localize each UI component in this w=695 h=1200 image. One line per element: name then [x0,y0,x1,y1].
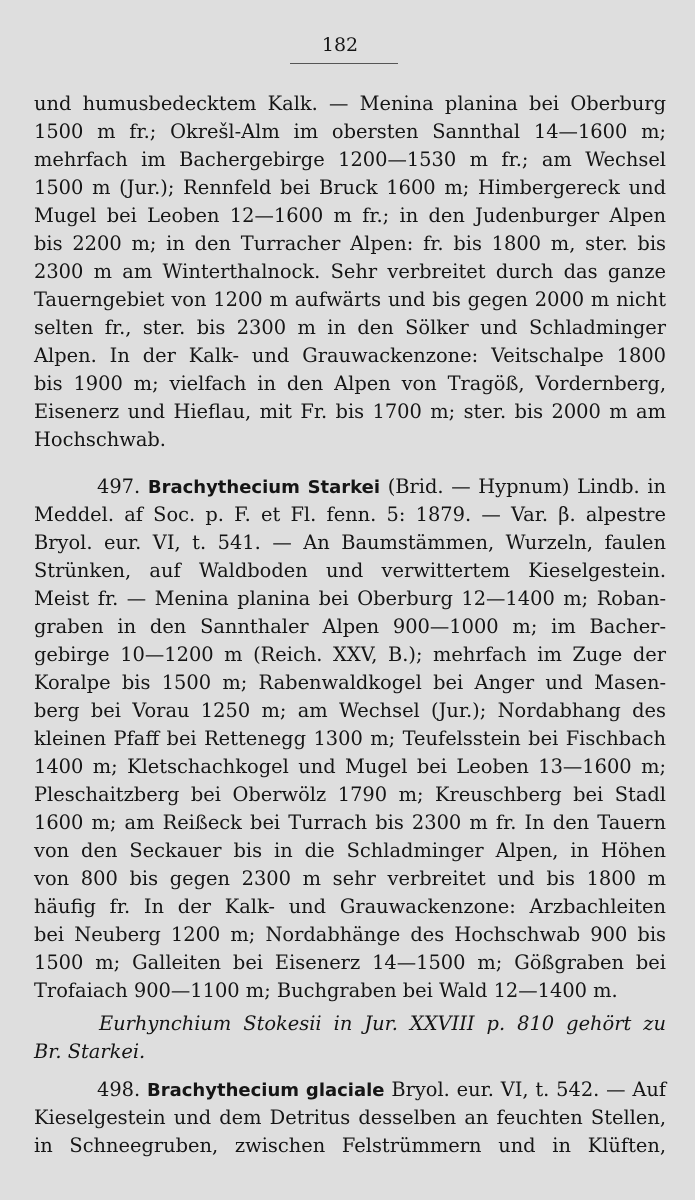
text-line: Bryol. eur. VI, t. 541. — An Baumstämmen, Wurzeln, faulen [34,531,666,554]
text-line: Alpen. In der Kalk- und Grauwackenzone: Veitschalpe 1800 [34,344,666,367]
text-line: Pleschaitzberg bei Oberwölz 1790 m; Kreuschberg bei Stadl [34,783,666,806]
text-line: bei Neuberg 1200 m; Nordabhänge des Hochschwab 900 bis [34,923,666,946]
text-line: bis 2200 m; in den Turracher Alpen: fr. bis 1800 m, ster. bis [34,232,666,255]
text-line: Tauerngebiet von 1200 m aufwärts und bis gegen 2000 m nicht [34,288,666,311]
text-line: Eisenerz und Hieflau, mit Fr. bis 1700 m; ster. bis 2000 m am [34,400,666,423]
text-line: in Schneegruben, zwischen Felstrümmern und in Klüften, [34,1134,666,1157]
text-line: Strünken, auf Waldboden und verwittertem Kieselgestein. [34,559,666,582]
species-name: Brachythecium Starkei [147,477,381,498]
entry-heading [97,1076,666,1105]
text-line: Trofaiach 900—1100 m; Buchgraben bei Wald 12—1400 m. [34,979,618,1002]
entry-heading [97,473,666,502]
entry-number: 497. [97,475,141,498]
text-line: Kieselgestein und dem Detritus desselben an feuchten Stellen, [34,1106,666,1129]
text-line: Koralpe bis 1500 m; Rabenwaldkogel bei Anger und Masen- [34,671,666,694]
text-line: 1400 m; Kletschachkogel und Mugel bei Leoben 13—1600 m; [34,755,666,778]
species-name: Brachythecium glaciale [147,1080,385,1101]
text-line: berg bei Vorau 1250 m; am Wechsel (Jur.); Nordabhang des [34,699,666,722]
text-line: häufig fr. In der Kalk- und Grauwackenzone: Arzbachleiten [34,895,666,918]
synonym-note: Eurhynchium Stokesii in Jur. XXVIII p. 810 gehört zu [99,1012,666,1035]
text-line: 1500 m fr.; Okrešl-Alm im obersten Sannthal 14—1600 m; [34,120,666,143]
text-line: 1500 m; Galleiten bei Eisenerz 14—1500 m; Gößgraben bei [34,951,666,974]
text-line: von 800 bis gegen 2300 m sehr verbreitet und bis 1800 m [34,867,666,890]
text-line: Hochschwab. [34,428,166,451]
entry-citation: (Brid. — Hypnum) Lindb. in [387,475,667,498]
text-line: Meist fr. — Menina planina bei Oberburg 12—1400 m; Roban- [34,587,666,610]
text-line: 1600 m; am Reißeck bei Turrach bis 2300 m fr. In den Tauern [34,811,666,834]
header-rule [290,63,398,64]
text-line: von den Seckauer bis in die Schladminger Alpen, in Höhen [34,839,666,862]
entry-number: 498. [97,1078,141,1101]
text-line: und humusbedecktem Kalk. — Menina planina bei Oberburg [34,92,666,115]
text-line: 2300 m am Winterthalnock. Sehr verbreitet durch das ganze [34,260,666,283]
text-line: Mugel bei Leoben 12—1600 m fr.; in den Judenburger Alpen [34,204,666,227]
entry-citation: Bryol. eur. VI, t. 542. — Auf [391,1078,667,1101]
text-line: bis 1900 m; vielfach in den Alpen von Tragöß, Vordernberg, [34,372,666,395]
text-line: 1500 m (Jur.); Rennfeld bei Bruck 1600 m; Himbergereck und [34,176,666,199]
text-line: kleinen Pfaff bei Rettenegg 1300 m; Teufelsstein bei Fischbach [34,727,666,750]
text-line: graben in den Sannthaler Alpen 900—1000 m; im Bacher- [34,615,666,638]
synonym-note: Br. Starkei. [34,1040,146,1063]
text-line: selten fr., ster. bis 2300 m in den Sölker und Schladminger [34,316,666,339]
text-line: gebirge 10—1200 m (Reich. XXV, B.); mehrfach im Zuge der [34,643,666,666]
text-line: Meddel. af Soc. p. F. et Fl. fenn. 5: 1879. — Var. β. alpestre [34,503,666,526]
page-number: 182 [321,34,359,56]
text-line: mehrfach im Bachergebirge 1200—1530 m fr.; am Wechsel [34,148,666,171]
